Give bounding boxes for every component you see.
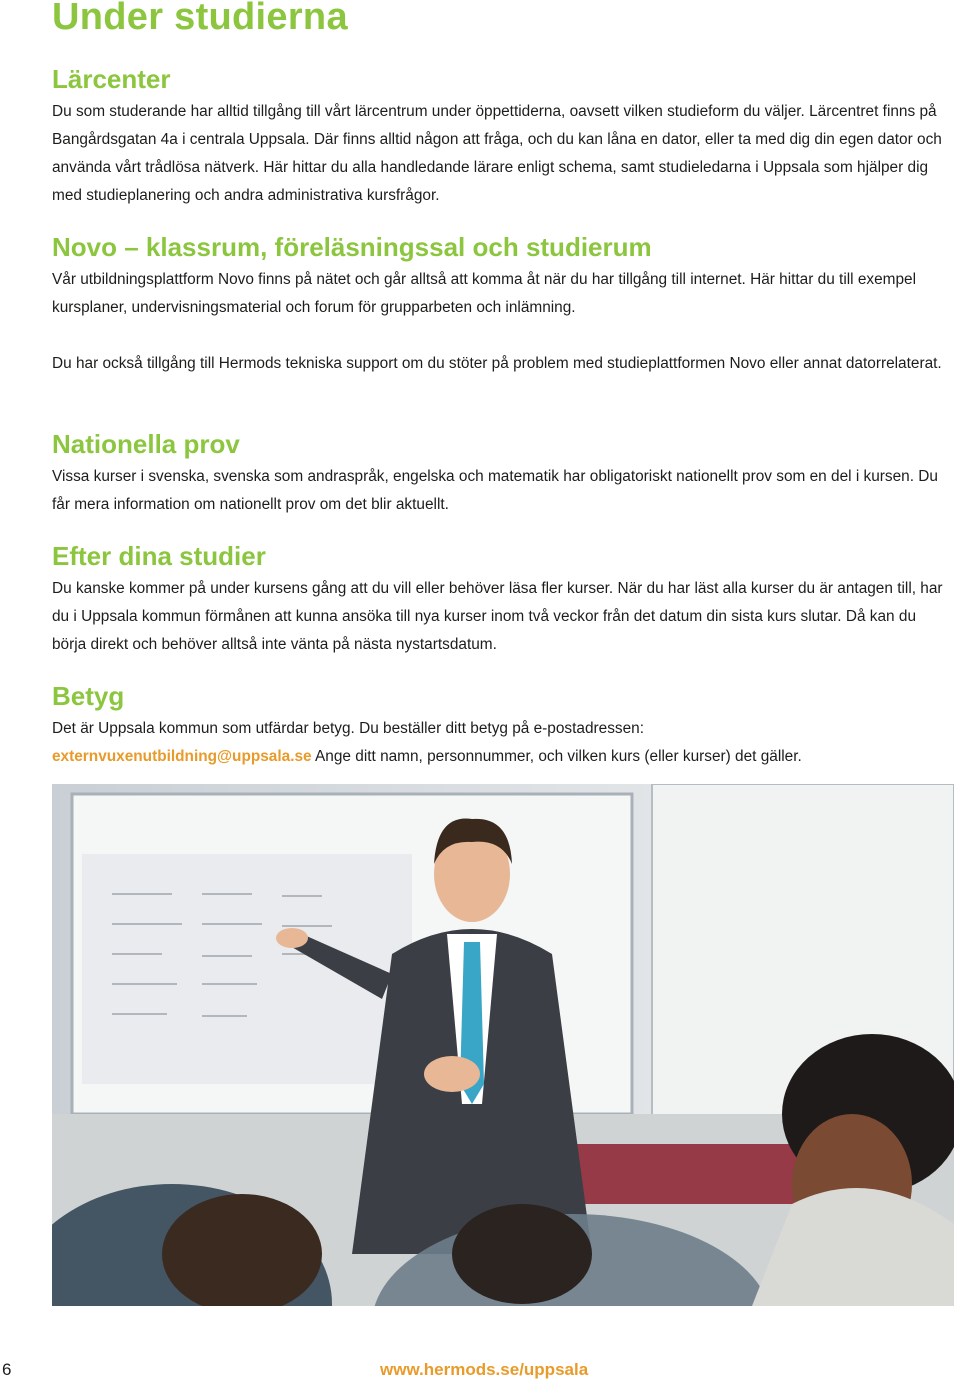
betyg-text-1: Det är Uppsala kommun som utfärdar betyg. Du beställer ditt betyg på e-postadressen: [52,720,644,737]
email-link[interactable]: externvuxenutbildning@uppsala.se [52,748,312,765]
section-novo [52,230,948,378]
betyg-text-2: Ange ditt namn, personnummer, och vilken kurs (eller kurser) det gäller. [311,748,802,765]
heading-novo: Novo – klassrum, föreläsningssal och studierum [52,232,652,262]
heading-betyg: Betyg [52,681,125,711]
paragraph-novo-1: Vår utbildningsplattform Novo finns på nätet och går alltså att komma åt när du har tillgång till internet. Här hittar du till exempel kursplaner, undervisningsmaterial och forum för grupparbeten och inlämning. [52,271,917,316]
paragraph-efter-studier: Du kanske kommer på under kursens gång att du vill eller behöver läsa fler kurser. När du har läst alla kurser du är antagen till, har du i Uppsala kommun förmånen att kunna ansöka till nya kurser inom två veckor från det datum din sista kurs slutar. Då kan du börja direkt och behöver alltså inte vänta på nästa nystartsdatum. [52,580,943,653]
paragraph-larcenter: Du som studerande har alltid tillgång till vårt lärcentrum under öppettiderna, oavsett vilken studieform du väljer. Lärcentret finns på Bangårdsgatan 4a i centrala Uppsala. Där finns alltid någon att fråga, och du kan låna en dator, eller ta med dig din egen dator och använda vårt trådlösa nätverk. Här hittar du alla handledande lärare enligt schema, samt studieledarna i Uppsala som hjälper dig med studieplanering och andra administrativa kursfrågor. [52,103,942,204]
classroom-illustration [52,784,954,1306]
page-number: 6 [2,1360,12,1379]
page-title: Under studierna [52,0,348,38]
heading-larcenter: Lärcenter [52,64,171,94]
footer-url-link[interactable]: www.hermods.se/uppsala [380,1360,589,1379]
section-efter-studier [52,539,948,659]
paragraph-betyg [52,715,948,771]
section-nationella-prov [52,427,948,519]
section-larcenter [52,62,948,210]
paragraph-nationella-prov: Vissa kurser i svenska, svenska som andraspråk, engelska och matematik har obligatoriskt nationellt prov som en del i kursen. Du får mera information om nationellt prov om det blir aktuellt. [52,468,938,513]
classroom-photo [52,784,954,1306]
heading-nationella-prov: Nationella prov [52,429,240,459]
heading-efter-studier: Efter dina studier [52,541,266,571]
paragraph-novo-2: Du har också tillgång till Hermods tekniska support om du stöter på problem med studieplattformen Novo eller annat datorrelaterat. [52,355,942,372]
section-betyg [52,679,948,771]
